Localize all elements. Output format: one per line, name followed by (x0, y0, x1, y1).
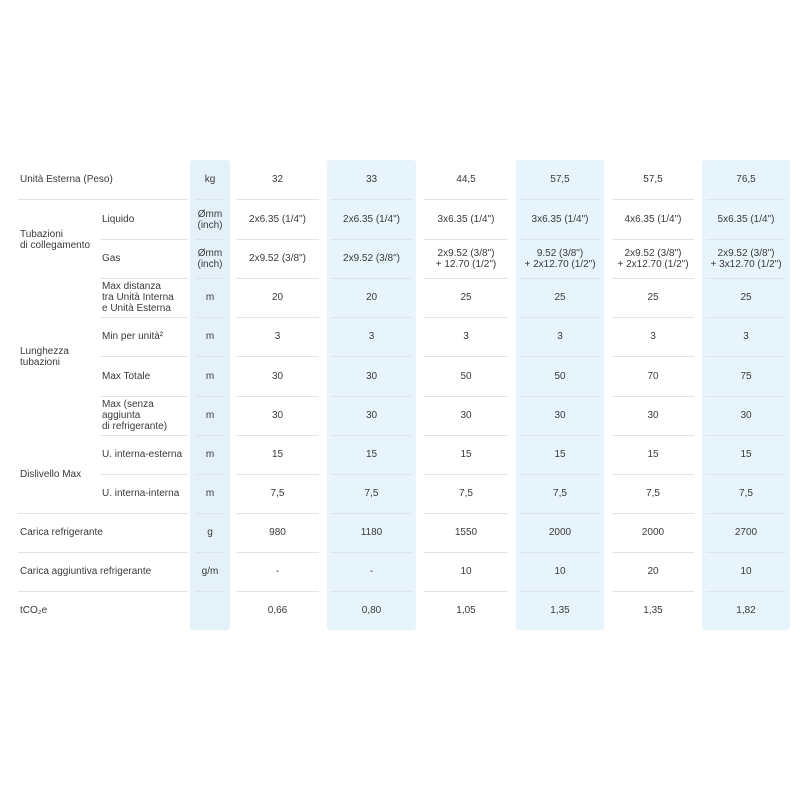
value-cell: 44,5 (456, 174, 476, 185)
row-sublabel: Gas (102, 253, 121, 264)
value-cell: 25 (740, 292, 752, 303)
value-cell: 15 (647, 449, 659, 460)
value-cell: 980 (269, 527, 286, 538)
value-cell: 3 (463, 331, 469, 342)
value-cell: 7,5 (364, 488, 379, 499)
row-label: Carica aggiuntiva refrigerante (20, 566, 152, 577)
value-cell: 2x9.52 (3/8") + 3x12.70 (1/2") (710, 247, 782, 270)
value-cell: 15 (365, 449, 378, 460)
value-cell: 2000 (641, 527, 665, 538)
value-cell: - (369, 566, 374, 577)
value-cell: 20 (271, 292, 284, 303)
value-cell: 3 (650, 331, 656, 342)
value-cell: 1,35 (643, 605, 663, 616)
value-cell: 10 (460, 566, 472, 577)
value-cell: 2x9.52 (3/8") (249, 253, 306, 264)
value-cell: 1550 (454, 527, 478, 538)
value-cell: 7,5 (646, 488, 660, 499)
spec-table (0, 160, 800, 630)
value-cell: 30 (460, 410, 472, 421)
value-cell: 15 (271, 449, 284, 460)
value-cell: 3 (743, 331, 749, 342)
unit-cell: m (205, 449, 215, 460)
value-cell: 25 (460, 292, 472, 303)
row-label: Carica refrigerante (20, 527, 103, 538)
value-cell: 76,5 (736, 174, 756, 185)
row-sublabel: Max (senza aggiunta di refrigerante) (102, 399, 168, 432)
value-cell: - (275, 566, 280, 577)
row-group-label-lunghezza: Lunghezza tubazioni (20, 345, 69, 368)
row-divider (196, 591, 224, 592)
value-cell: 57,5 (643, 174, 663, 185)
row-label: tCO₂e (20, 605, 48, 616)
unit-cell: Ømm (inch) (197, 247, 223, 270)
value-cell: 2x6.35 (1/4") (249, 214, 306, 225)
row-sublabel: U. interna-interna (102, 488, 180, 499)
value-cell: 3x6.35 (1/4") (531, 214, 589, 225)
value-cell: 25 (554, 292, 566, 303)
value-cell: 5x6.35 (1/4") (717, 214, 775, 225)
value-cell: 50 (460, 371, 472, 382)
value-cell: 70 (647, 371, 659, 382)
unit-cell: m (205, 488, 215, 499)
row-sublabel: Max distanza tra Unità Interna e Unità Esterna (102, 281, 174, 314)
unit-cell: Ømm (inch) (197, 208, 223, 231)
value-cell: 30 (740, 410, 752, 421)
value-cell: 2700 (734, 527, 758, 538)
value-cell: 10 (554, 566, 566, 577)
value-cell: 2x6.35 (1/4") (343, 214, 400, 225)
unit-cell: m (205, 410, 215, 421)
value-cell: 75 (740, 371, 752, 382)
value-cell: 1,05 (456, 605, 476, 616)
value-cell: 7,5 (270, 488, 285, 499)
unit-cell: m (205, 292, 215, 303)
unit-cell: g (207, 527, 213, 538)
unit-cell: g/m (201, 566, 219, 577)
value-cell: 3 (557, 331, 563, 342)
value-cell: 0,80 (361, 605, 382, 616)
row-sublabel: U. interna-esterna (102, 449, 183, 460)
value-cell: 30 (647, 410, 659, 421)
value-cell: 1,82 (736, 605, 756, 616)
value-cell: 2000 (548, 527, 572, 538)
row-sublabel: Liquido (102, 214, 135, 225)
value-cell: 15 (460, 449, 472, 460)
value-cell: 3 (368, 331, 375, 342)
value-cell: 20 (365, 292, 378, 303)
value-cell: 33 (365, 174, 378, 185)
value-cell: 7,5 (553, 488, 567, 499)
value-cell: 30 (365, 410, 378, 421)
value-cell: 10 (740, 566, 752, 577)
value-cell: 57,5 (550, 174, 570, 185)
value-cell: 0,66 (267, 605, 288, 616)
value-cell: 30 (271, 410, 284, 421)
row-label: Unità Esterna (Peso) (20, 174, 113, 185)
value-cell: 9.52 (3/8") + 2x12.70 (1/2") (524, 247, 596, 270)
value-cell: 4x6.35 (1/4") (624, 214, 682, 225)
row-group-label-tubazioni: Tubazioni di collegamento (20, 228, 91, 251)
value-cell: 30 (365, 371, 378, 382)
value-cell: 30 (271, 371, 284, 382)
value-cell: 3 (274, 331, 281, 342)
unit-cell: kg (204, 174, 216, 185)
value-cell: 7,5 (459, 488, 473, 499)
unit-cell: m (205, 331, 215, 342)
value-cell: 2x9.52 (3/8") + 2x12.70 (1/2") (617, 247, 689, 270)
value-cell: 32 (271, 174, 284, 185)
row-sublabel: Min per unità² (102, 331, 164, 342)
value-cell: 2x9.52 (3/8") (343, 253, 400, 264)
value-cell: 20 (647, 566, 659, 577)
row-group-label-dislivello: Dislivello Max (20, 469, 82, 480)
value-cell: 3x6.35 (1/4") (437, 214, 495, 225)
value-cell: 15 (740, 449, 752, 460)
row-sublabel: Max Totale (102, 371, 151, 382)
value-cell: 15 (554, 449, 566, 460)
value-cell: 7,5 (739, 488, 753, 499)
value-cell: 2x9.52 (3/8") + 12.70 (1/2") (435, 247, 497, 270)
value-cell: 1180 (360, 527, 383, 538)
value-cell: 1,35 (550, 605, 570, 616)
value-cell: 30 (554, 410, 566, 421)
value-cell: 25 (647, 292, 659, 303)
unit-cell: m (205, 371, 215, 382)
value-cell: 50 (554, 371, 566, 382)
